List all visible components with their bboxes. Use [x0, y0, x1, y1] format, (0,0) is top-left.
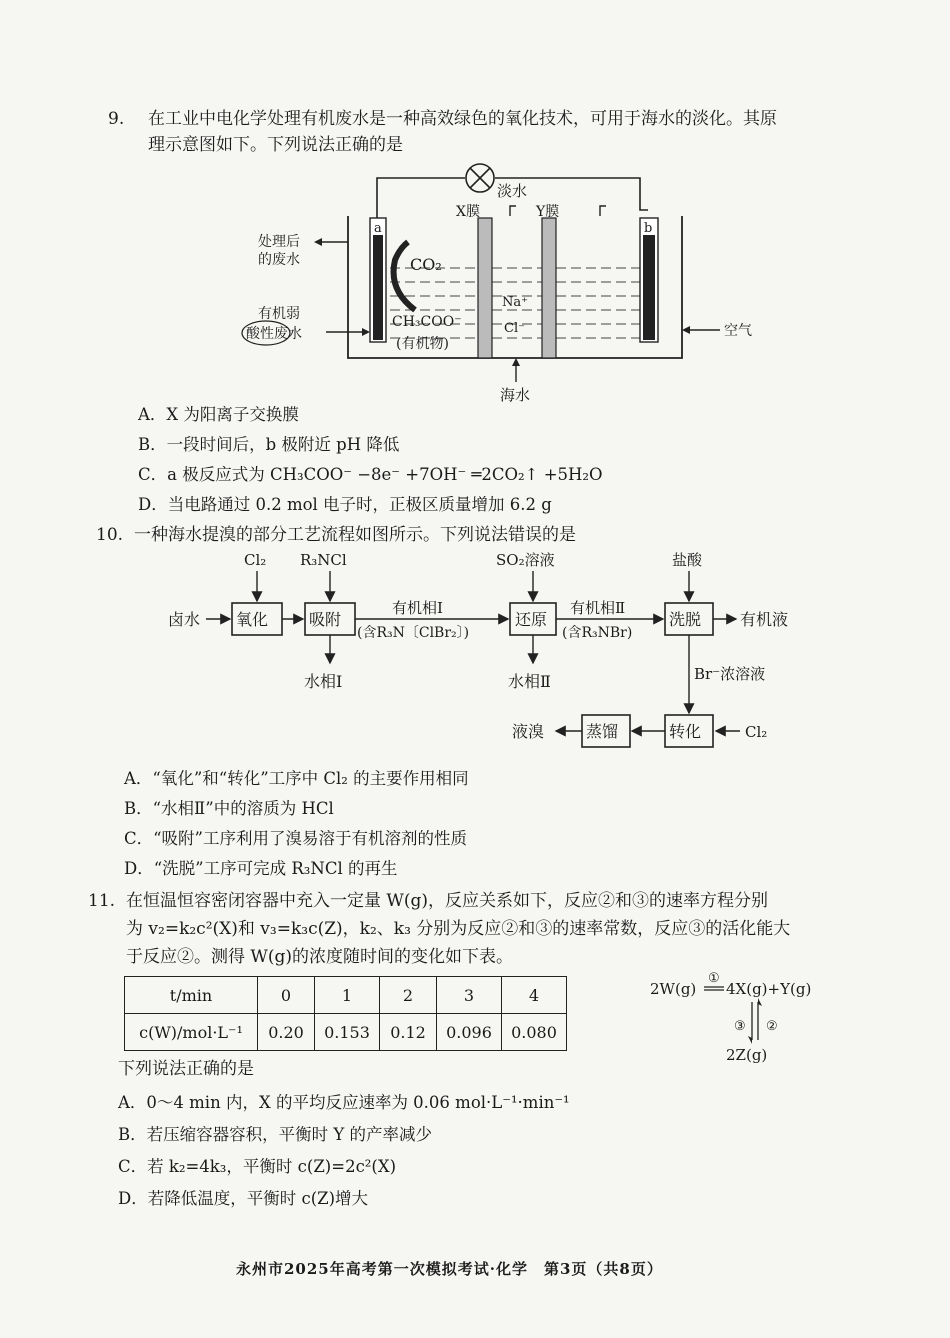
- table-cell: 4: [502, 977, 567, 1014]
- electrode-a-label: a: [374, 221, 382, 236]
- cl-ion-label: Cl⁻: [504, 321, 525, 336]
- table-cell: t/min: [125, 977, 258, 1014]
- label-r3ncl: R₃NCl: [300, 551, 347, 569]
- scheme-r1: ①: [708, 971, 720, 986]
- acetate-label: CH₃COO⁻: [392, 314, 462, 330]
- circuit-wire-left: [377, 178, 465, 218]
- label-oxidation: 氧化: [236, 610, 269, 629]
- acetate-note: (有机物): [396, 336, 449, 352]
- label-org1: 有机相Ⅰ: [392, 599, 443, 617]
- q10-number: 10.: [96, 525, 124, 545]
- q10-flow-chart: [160, 545, 820, 760]
- q9-option-b: B．一段时间后，b 极附近 pH 降低: [138, 435, 400, 454]
- table-cell: 2: [380, 977, 437, 1014]
- na-ion-label: Na⁺: [502, 295, 528, 310]
- air-label: 空气: [724, 323, 752, 339]
- table-cell: 1: [315, 977, 380, 1014]
- q11-stem-line2: 为 v₂=k₂c²(X)和 v₃=k₃c(Z)，k₂、k₃ 分别为反应②和③的速率常数，反应③的活化能大: [126, 919, 791, 939]
- label-br-conc: Br⁻浓溶液: [694, 665, 766, 683]
- q10-option-a: A．“氧化”和“转化”工序中 Cl₂ 的主要作用相同: [124, 769, 469, 788]
- organic-water-label-2: 酸性废水: [246, 326, 302, 342]
- q10-option-c: C．“吸附”工序利用了溴易溶于有机溶剂的性质: [124, 829, 467, 848]
- label-hcl: 盐酸: [672, 551, 703, 569]
- fresh-water-label: 淡水: [497, 182, 528, 200]
- table-cell: 0.080: [502, 1014, 567, 1051]
- x-membrane: [478, 218, 492, 358]
- label-liquid-br: 液溴: [512, 722, 545, 741]
- q9-stem-line2: 理示意图如下。下列说法正确的是: [148, 135, 403, 155]
- label-adsorption: 吸附: [309, 610, 342, 629]
- label-elution: 洗脱: [669, 610, 702, 629]
- label-organic-liquid: 有机液: [740, 610, 789, 629]
- scheme-lower: 2Z(g): [726, 1046, 768, 1064]
- q9-stem-line1: 在工业中电化学处理有机废水是一种高效绿色的氧化技术，可用于海水的淡化。其原: [148, 109, 777, 129]
- q9-option-c: C．a 极反应式为 CH₃COO⁻ −8e⁻ +7OH⁻ ═2CO₂↑ +5H₂O: [138, 465, 603, 484]
- q11-concentration-table: [124, 976, 567, 1051]
- label-conversion: 转化: [669, 722, 702, 741]
- label-org2: 有机相Ⅱ: [570, 599, 626, 617]
- electrode-b-label: b: [644, 221, 653, 236]
- table-row: [125, 1014, 567, 1051]
- q9-option-a: A．X 为阳离子交换膜: [138, 405, 299, 424]
- table-cell: 0.096: [437, 1014, 502, 1051]
- q11-stem-line3: 于反应②。测得 W(g)的浓度随时间的变化如下表。: [126, 947, 514, 967]
- table-cell: 0.153: [315, 1014, 380, 1051]
- q10-option-b: B．“水相Ⅱ”中的溶质为 HCl: [124, 799, 334, 818]
- table-cell: 0: [258, 977, 315, 1014]
- q11-stem-line1: 在恒温恒容密闭容器中充入一定量 W(g)，反应关系如下，反应②和③的速率方程分别: [126, 891, 769, 911]
- q10-option-d: D．“洗脱”工序可完成 R₃NCl 的再生: [124, 859, 398, 878]
- scheme-reactant: 2W(g): [650, 980, 697, 998]
- label-aq2: 水相Ⅱ: [508, 672, 551, 691]
- organic-water-label-1: 有机弱: [258, 306, 300, 322]
- table-cell: c(W)/mol·L⁻¹: [125, 1014, 258, 1051]
- q9-option-d: D．当电路通过 0.2 mol 电子时，正极区质量增加 6.2 g: [138, 495, 552, 514]
- co2-arrow-icon: [394, 242, 415, 310]
- y-membrane-label: Y膜: [536, 204, 560, 220]
- scheme-r3: ③: [734, 1019, 746, 1034]
- label-cl2-right: Cl₂: [745, 723, 768, 741]
- label-aq1: 水相Ⅰ: [304, 672, 343, 691]
- table-cell: 0.20: [258, 1014, 315, 1051]
- table-cell: 0.12: [380, 1014, 437, 1051]
- label-org2-note: (含R₃NBr): [562, 625, 633, 641]
- seawater-label: 海水: [500, 386, 531, 404]
- q10-stem: 一种海水提溴的部分工艺流程如图所示。下列说法错误的是: [134, 525, 576, 545]
- label-reduction: 还原: [515, 610, 548, 629]
- scheme-r2: ②: [766, 1019, 778, 1034]
- table-cell: 3: [437, 977, 502, 1014]
- q11-option-d: D．若降低温度，平衡时 c(Z)增大: [118, 1189, 369, 1208]
- co2-label: CO₂: [410, 255, 442, 274]
- q9-cell-diagram: [230, 160, 770, 405]
- label-so2: SO₂溶液: [496, 551, 555, 569]
- q11-option-a: A．0～4 min 内，X 的平均反应速率为 0.06 mol·L⁻¹·min⁻¹: [118, 1093, 570, 1112]
- q11-option-c: C．若 k₂=4k₃，平衡时 c(Z)=2c²(X): [118, 1157, 397, 1176]
- q11-option-b: B．若压缩容器容积，平衡时 Y 的产率减少: [118, 1125, 433, 1144]
- x-membrane-label: X膜: [456, 204, 480, 220]
- q11-prompt: 下列说法正确的是: [118, 1059, 254, 1079]
- label-cl2-top: Cl₂: [244, 551, 267, 569]
- label-org1-note: (含R₃N〔ClBr₂〕): [357, 625, 470, 641]
- label-brine: 卤水: [168, 610, 201, 629]
- treated-water-label-2: 的废水: [258, 252, 300, 268]
- q11-reaction-scheme: [640, 968, 870, 1068]
- table-header-row: [125, 977, 567, 1014]
- page-footer: 永州市2025年高考第一次模拟考试·化学 第3页（共8页）: [236, 1260, 663, 1278]
- q9-number: 9.: [108, 109, 125, 129]
- scheme-product: 4X(g)+Y(g): [726, 980, 812, 998]
- treated-water-label-1: 处理后: [258, 234, 300, 250]
- q11-number: 11.: [88, 891, 116, 911]
- label-distill: 蒸馏: [586, 722, 619, 741]
- y-membrane: [542, 218, 556, 358]
